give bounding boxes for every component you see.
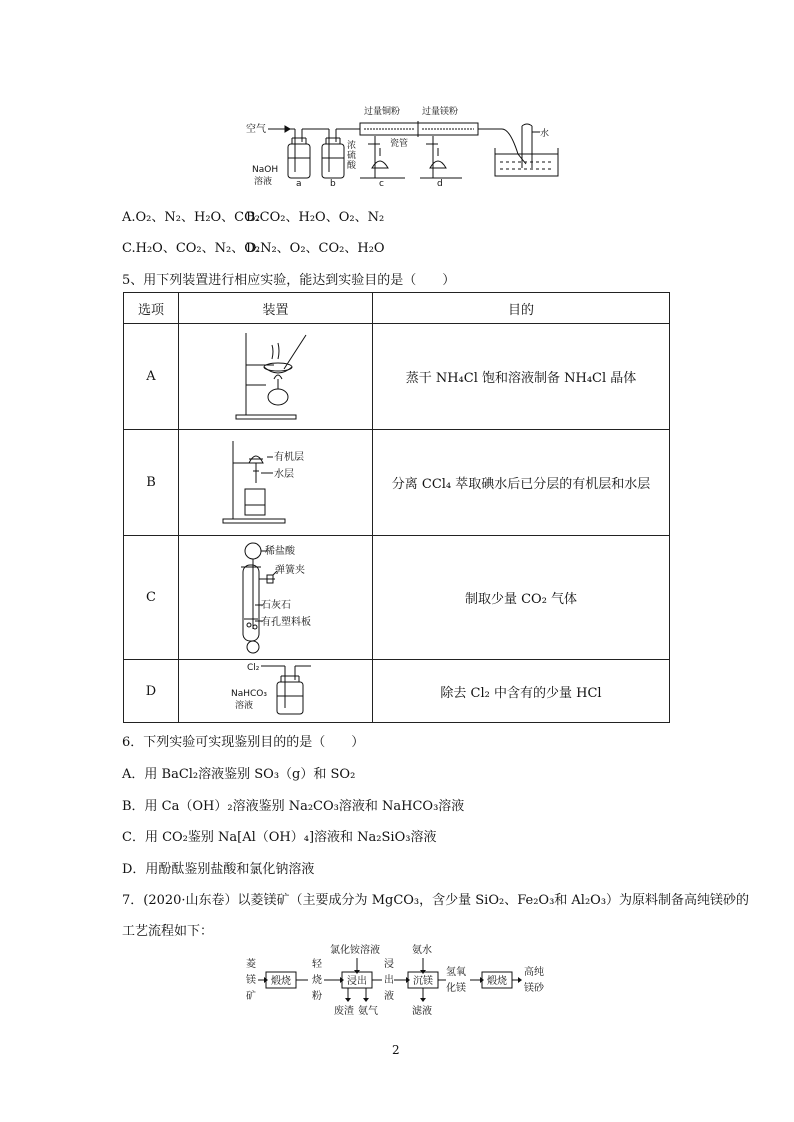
q6-option-b: B．用 Ca（OH）₂溶液鉴别 Na₂CO₃溶液和 NaHCO₃溶液 (122, 799, 465, 814)
residue-label: 废渣 (334, 1006, 354, 1017)
q7-stem-line1: 7．(2020·山东卷）以菱镁矿（主要成分为 MgCO₃，含少量 SiO₂、Fe₂O₃和 Al₂O₃）为原料制备高纯镁砂的 (122, 893, 750, 908)
light-powder-3: 粉 (312, 991, 322, 1002)
filtrate-label: 滤液 (412, 1006, 432, 1017)
row-purpose: 制取少量 CO₂ 气体 (373, 536, 670, 660)
label-a: a (296, 179, 302, 189)
apparatus-d-cell (179, 660, 373, 723)
label-sulfuric: 硫 (347, 151, 357, 161)
leachate-2: 出 (384, 975, 394, 986)
label-conc: 浓 (347, 141, 357, 151)
mgoh2-label-1: 氢氧 (446, 967, 466, 978)
apparatus-c-cell (179, 536, 373, 660)
row-option: C (124, 536, 179, 660)
nahco3-label: NaHCO₃ (230, 689, 267, 699)
ammonia-gas-label: 氨气 (358, 1006, 378, 1017)
q6-option-d: D．用酚酞鉴别盐酸和氯化钠溶液 (122, 862, 315, 877)
q6-option-a: A．用 BaCl₂溶液鉴别 SO₃（g）和 SO₂ (122, 767, 356, 782)
dilute-hcl-label: 稀盐酸 (264, 545, 295, 557)
air-label: 空气 (246, 124, 266, 135)
nh4cl-label: 氯化铵溶液 (330, 945, 380, 956)
calcine2-box: 煅烧 (487, 976, 507, 987)
q5-stem: 5、用下列装置进行相应实验，能达到实验目的是（ ） (122, 273, 456, 288)
q4-option-a: A.O₂、N₂、H₂O、CO₂ (122, 210, 260, 225)
porcelain-tube-label: 瓷管 (390, 139, 409, 149)
label-b: b (330, 179, 336, 189)
naoh-label: NaOH (252, 165, 279, 175)
page-number: 2 (392, 1043, 400, 1057)
row-option: B (124, 430, 179, 536)
label-c: c (379, 179, 384, 189)
mgoh2-label-2: 化镁 (446, 983, 466, 994)
gas-generator-image (211, 537, 341, 655)
separatory-funnel-image (211, 435, 341, 527)
start-char-2: 镁 (246, 975, 256, 986)
calcine1-box: 煅烧 (271, 976, 291, 987)
table-row (124, 660, 670, 723)
water-label: 水 (540, 129, 550, 139)
q4-option-c: C.H₂O、CO₂、N₂、O₂ (122, 241, 261, 256)
clamp-label: 弹簧夹 (274, 564, 305, 576)
process-flow-diagram (244, 942, 564, 1020)
apparatus-b-cell (179, 430, 373, 536)
evaporation-apparatus-image (226, 327, 326, 423)
perforated-plate-label: 有孔塑料板 (260, 616, 311, 628)
light-powder-2: 烧 (312, 975, 322, 986)
table-row (124, 536, 670, 660)
header-option: 选项 (124, 293, 179, 324)
row-purpose: 分离 CCl₄ 萃取碘水后已分层的有机层和水层 (373, 430, 670, 536)
row-option: A (124, 324, 179, 430)
leachate-1: 浸 (384, 959, 394, 970)
q4-option-b: B.CO₂、H₂O、O₂、N₂ (246, 210, 385, 225)
mg-powder-label: 过量镁粉 (422, 107, 459, 117)
table-row (124, 324, 670, 430)
start-char-3: 矿 (246, 991, 256, 1002)
start-char-1: 菱 (246, 959, 256, 970)
product-label-1: 高纯 (524, 967, 544, 978)
leach-box: 浸出 (347, 976, 367, 987)
row-purpose: 蒸干 NH₄Cl 饱和溶液制备 NH₄Cl 晶体 (373, 324, 670, 430)
naoh-solution-label: 溶液 (254, 177, 273, 187)
q6-option-c: C．用 CO₂鉴别 Na[Al（OH）₄]溶液和 Na₂SiO₃溶液 (122, 830, 437, 845)
apparatus-a-cell (179, 324, 373, 430)
leachate-3: 液 (384, 991, 394, 1002)
q7-stem-line2: 工艺流程如下： (122, 924, 214, 939)
q6-stem: 6．下列实验可实现鉴别目的的是（ ） (122, 735, 365, 750)
precipitate-box: 沉镁 (413, 976, 433, 987)
q4-option-d: D.N₂、O₂、CO₂、H₂O (246, 241, 385, 256)
limestone-label: 石灰石 (260, 599, 291, 611)
product-label-2: 镁砂 (524, 983, 544, 994)
row-option: D (124, 660, 179, 723)
header-apparatus: 装置 (179, 293, 373, 324)
ammonia-water-label: 氨水 (412, 945, 432, 956)
organic-layer-label: 有机层 (273, 451, 304, 463)
label-acid: 酸 (347, 161, 357, 171)
header-purpose: 目的 (373, 293, 670, 324)
apparatus-figure (240, 96, 570, 196)
gas-washing-bottle-image (221, 660, 331, 718)
cl2-label: Cl₂ (246, 663, 259, 673)
nahco3-solution-label: 溶液 (234, 701, 253, 711)
q5-table (123, 292, 670, 723)
aqueous-layer-label: 水层 (273, 468, 294, 480)
row-purpose: 除去 Cl₂ 中含有的少量 HCl (373, 660, 670, 723)
label-d: d (437, 179, 443, 189)
table-row (124, 430, 670, 536)
cu-powder-label: 过量铜粉 (364, 107, 401, 117)
light-powder-1: 轻 (312, 959, 322, 970)
